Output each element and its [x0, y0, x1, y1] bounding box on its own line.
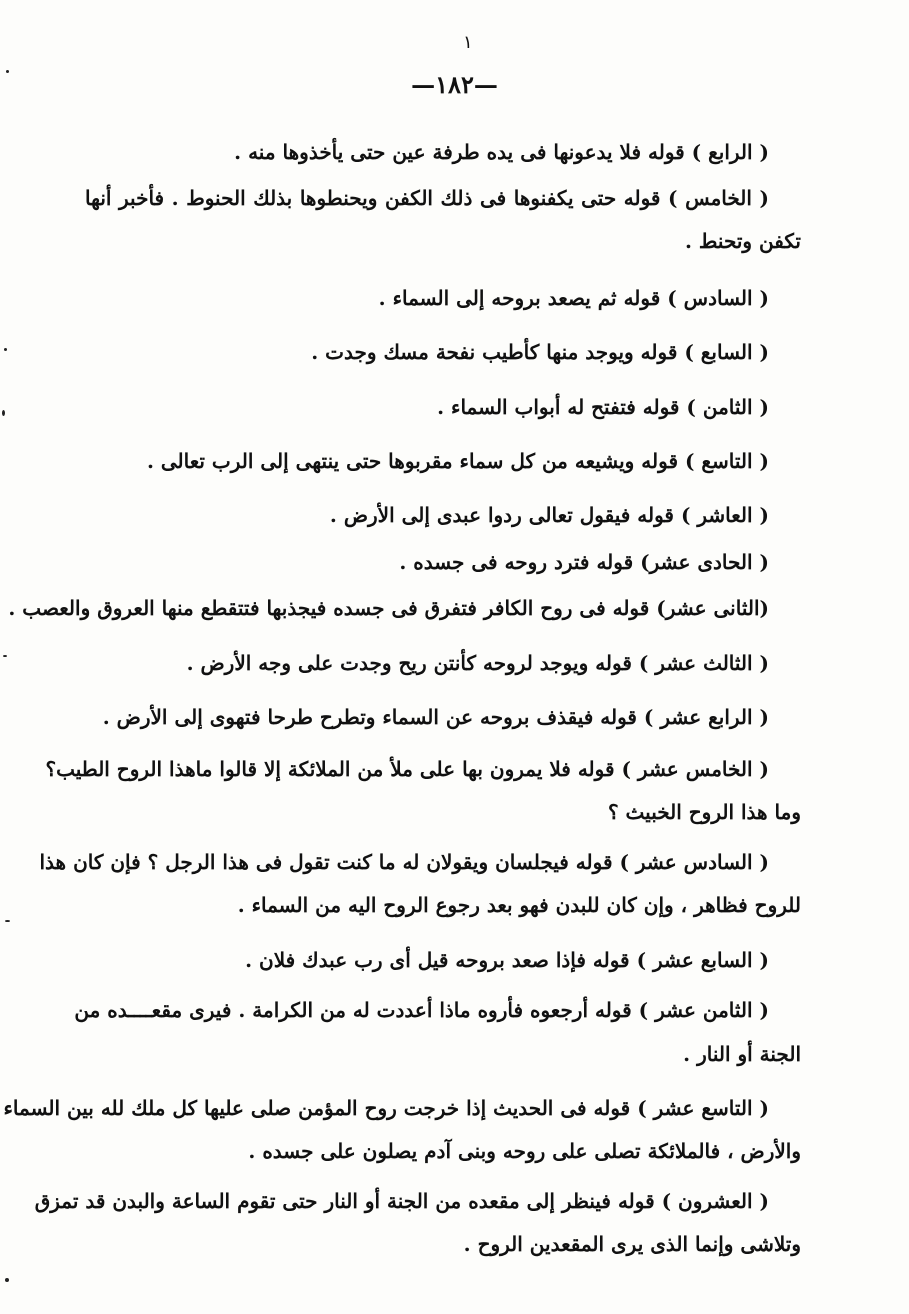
scan-speck [3, 655, 7, 657]
text-line: ( الحادى عشر) قوله فترد روحه فى جسده . [399, 550, 769, 574]
text-line: للروح فظاهر ، وإن كان للبدن فهو بعد رجوع الروح اليه من السماء . [237, 893, 801, 917]
text-line: ( السادس عشر ) قوله فيجلسان ويقولان له ما كنت تقول فى هذا الرجل ؟ فإن كان هذا [39, 850, 769, 874]
scan-speck [2, 410, 5, 416]
text-line: ( التاسع ) قوله ويشيعه من كل سماء مقربوها حتى ينتهى إلى الرب تعالى . [146, 449, 769, 473]
text-line: تكفن وتحنط . [685, 229, 801, 253]
text-line: ( الخامس ) قوله حتى يكفنوها فى ذلك الكفن ويحنطوها بذلك الحنوط . فأخبر أنها [85, 186, 769, 210]
text-line: ( الرابع ) قوله فلا يدعونها فى يده طرفة عين حتى يأخذوها منه . [234, 140, 769, 164]
text-line: (الثانى عشر) قوله فى روح الكافر فتفرق فى جسده فيجذبها فتتقطع منها العروق والعصب . [8, 596, 769, 620]
text-line: ( الثامن عشر ) قوله أرجعوه فأروه ماذا أعددت له من الكرامة . فيرى مقعــــده من [74, 998, 769, 1022]
page-number: —١٨٢— [411, 70, 498, 99]
text-line: ( الثامن ) قوله فتفتح له أبواب السماء . [437, 395, 769, 419]
text-line: والأرض ، فالملائكة تصلى على روحه وبنى آدم يصلون على جسده . [248, 1139, 801, 1163]
text-line: ( التاسع عشر ) قوله فى الحديث إذا خرجت روح المؤمن صلى عليها كل ملك لله بين السماء [3, 1096, 769, 1120]
scan-speck [4, 348, 7, 351]
text-line: ( الخامس عشر ) قوله فلا يمرون بها على ملأ من الملائكة إلا قالوا ماهذا الروح الطيب؟ [45, 757, 769, 781]
text-line: ( السابع ) قوله ويوجد منها كأطيب نفحة مسك وجدت . [311, 340, 769, 364]
scan-speck [6, 70, 9, 73]
text-line: ( العاشر ) قوله فيقول تعالى ردوا عبدى إلى الأرض . [329, 503, 769, 527]
page-top-mark: ١ [463, 32, 473, 53]
scan-speck [5, 1278, 9, 1282]
text-line: ( السابع عشر ) قوله فإذا صعد بروحه قيل أى رب عبدك فلان . [245, 948, 769, 972]
text-line: وما هذا الروح الخبيث ؟ [607, 800, 801, 824]
text-line: ( الثالث عشر ) قوله ويوجد لروحه كأنتن ريح وجدت على وجه الأرض . [186, 651, 769, 675]
text-line: الجنة أو النار . [683, 1042, 801, 1066]
scan-speck [5, 920, 10, 922]
text-line: ( الرابع عشر ) قوله فيقذف بروحه عن السماء وتطرح طرحا فتهوى إلى الأرض . [102, 705, 769, 729]
text-line: وتلاشى وإنما الذى يرى المقعدين الروح . [463, 1232, 801, 1256]
text-line: ( العشرون ) قوله فينظر إلى مقعده من الجنة أو النار حتى تقوم الساعة والبدن قد تمزق [34, 1189, 769, 1213]
text-line: ( السادس ) قوله ثم يصعد بروحه إلى السماء . [378, 286, 769, 310]
